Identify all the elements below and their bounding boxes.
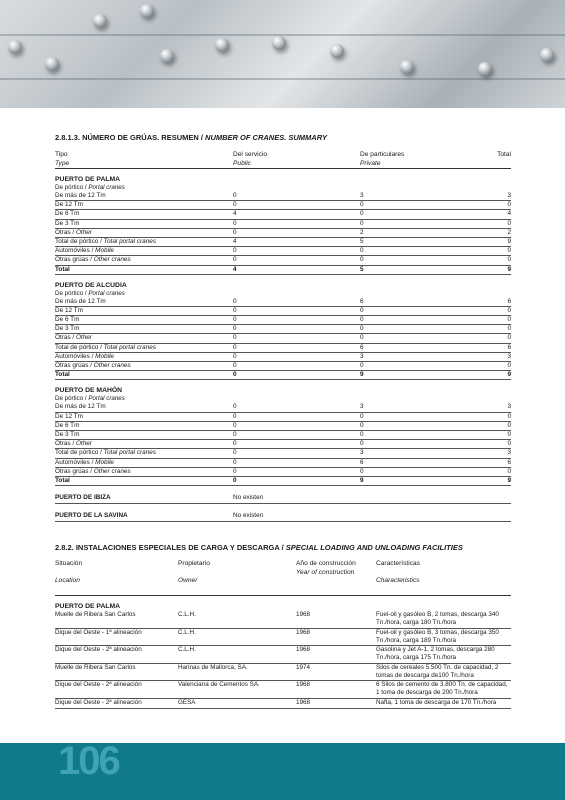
facilities-table <box>55 559 511 709</box>
row-label <box>55 468 131 476</box>
value-total: 0 <box>507 247 511 255</box>
port-subheading <box>55 184 511 192</box>
label-es: Automóviles / <box>55 352 96 360</box>
cell-owner: C.L.H. <box>178 611 196 618</box>
row-label <box>55 344 156 352</box>
cell-location: Muelle de Ribera San Carlos <box>55 663 136 671</box>
value-private: 9 <box>360 371 364 379</box>
rivet <box>8 40 22 54</box>
cell-owner: C.L.H. <box>178 628 196 636</box>
value-private: 0 <box>360 334 364 342</box>
row-label <box>55 362 131 370</box>
row-label <box>55 431 79 439</box>
value-total: 0 <box>507 440 511 448</box>
rivet <box>272 36 286 50</box>
row-label <box>55 256 131 264</box>
cell-location: Dique del Oeste - 2ª alineación <box>55 646 142 653</box>
title-en: NUMBER OF CRANES. SUMMARY <box>205 133 327 142</box>
row-label <box>55 440 92 448</box>
value-public: 0 <box>233 192 237 199</box>
table-row <box>55 362 511 371</box>
table-row <box>55 468 511 477</box>
value-total: 0 <box>507 362 511 369</box>
value-private: 3 <box>360 352 364 360</box>
label-es: De 6 Tm <box>55 210 80 218</box>
empty-port-row <box>55 511 511 522</box>
value-public: 0 <box>233 201 237 209</box>
value-public: 0 <box>233 256 237 264</box>
cell-location: Dique del Oeste - 2ª alineación <box>55 698 142 706</box>
value-total: 3 <box>507 449 511 457</box>
row-label <box>55 298 106 306</box>
header-location: Situación Location <box>55 560 83 584</box>
value-total: 0 <box>507 412 511 420</box>
cell-year: 1968 <box>296 646 311 653</box>
value-total: 0 <box>507 316 511 324</box>
subheading-en: Portal cranes <box>88 395 125 403</box>
cell-location: Dique del Oeste - 2ª alineación <box>55 681 142 688</box>
label-es: Total de pórtico / <box>55 449 104 457</box>
page-number: 106 <box>58 739 119 783</box>
label-es: Otras / <box>55 440 76 448</box>
value-public: 0 <box>233 362 237 369</box>
cell-characteristics: Nafta, 1 toma de descarga de 170 Tn./hora <box>376 698 497 706</box>
header-characteristics: Características Characteristics <box>376 560 420 584</box>
label-en: Total portal cranes <box>103 343 157 351</box>
label-es: Total <box>55 371 70 379</box>
cell-characteristics: Gasolina y Jet A-1, 2 tomas, descarga 280 Tn./hora, carga 175 Tn./hora <box>376 646 495 661</box>
label-es: Automóviles / <box>55 247 96 255</box>
value-private: 0 <box>360 316 364 324</box>
label-es: De 3 Tm <box>55 430 80 438</box>
table-row <box>55 646 511 664</box>
table-row <box>55 334 511 343</box>
port-name: PUERTO DE LA SAVINA <box>55 512 128 520</box>
value-public: 0 <box>233 449 237 457</box>
table-row <box>55 449 511 458</box>
value-public: 0 <box>233 421 237 429</box>
value-total: 4 <box>507 210 511 218</box>
value-private: 3 <box>360 449 364 457</box>
value-public: 0 <box>233 371 237 379</box>
value-private: 0 <box>360 201 364 209</box>
panel-seam <box>0 78 565 80</box>
row-label <box>55 220 79 228</box>
label-es: De 6 Tm <box>55 316 80 324</box>
cell-year: 1968 <box>296 698 311 706</box>
table-row <box>55 316 511 325</box>
port-note: No existen <box>233 512 264 520</box>
table-row <box>55 664 511 682</box>
cell-year: 1974 <box>296 663 311 671</box>
subheading-es: De pórtico / <box>55 289 89 297</box>
table-row <box>55 256 511 265</box>
table-row <box>55 403 511 412</box>
subheading-en: Portal cranes <box>88 184 125 191</box>
row-label <box>55 316 79 324</box>
rivet <box>215 38 229 52</box>
label-es: Total de pórtico / <box>55 237 104 245</box>
value-public: 0 <box>233 334 237 342</box>
header-total: Total <box>497 151 511 158</box>
value-private: 6 <box>360 297 364 305</box>
riveted-metal-banner <box>0 0 565 108</box>
label-en: Other <box>75 334 92 342</box>
port-name: PUERTO DE MAHÓN <box>55 387 123 395</box>
table-row <box>55 413 511 422</box>
value-private: 0 <box>360 362 364 369</box>
label-es: Otras grúas / <box>55 362 94 369</box>
value-private: 0 <box>360 440 364 448</box>
row-label <box>55 325 79 333</box>
value-total: 0 <box>507 334 511 342</box>
value-public: 4 <box>233 237 237 245</box>
row-label <box>55 247 114 255</box>
value-total: 9 <box>507 371 511 379</box>
row-label <box>55 334 92 342</box>
subheading-en: Portal cranes <box>88 289 125 297</box>
header-type: Tipo Type <box>55 151 70 167</box>
table-row <box>55 440 511 449</box>
label-es: De más de 12 Tm <box>55 297 106 305</box>
row-label <box>55 413 83 421</box>
value-private: 3 <box>360 403 364 411</box>
value-private: 0 <box>360 421 364 429</box>
table-row <box>55 307 511 316</box>
table-row <box>55 431 511 440</box>
cell-characteristics: Fuel-oil y gasóleo B, 3 tomas, descarga 350 Tn./hora, carga 189 Tn./hora <box>376 628 499 644</box>
port-subheading <box>55 290 511 298</box>
table-row <box>55 192 511 201</box>
value-public: 0 <box>233 412 237 420</box>
value-public: 0 <box>233 343 237 351</box>
value-private: 0 <box>360 412 364 420</box>
value-public: 0 <box>233 297 237 305</box>
table-header <box>55 150 511 169</box>
value-total: 0 <box>507 256 511 264</box>
header-owner: Propietario Owner <box>178 560 210 584</box>
section-title-facilities <box>55 543 463 552</box>
label-es: De más de 12 Tm <box>55 403 106 411</box>
row-label <box>55 229 92 237</box>
facilities-container <box>55 611 511 709</box>
row-label <box>55 192 106 200</box>
label-en: Mobile <box>95 458 114 466</box>
label-es: Otras grúas / <box>55 467 94 475</box>
label-es: De 3 Tm <box>55 219 80 227</box>
value-total: 9 <box>507 237 511 245</box>
rivet <box>540 48 554 62</box>
value-private: 0 <box>360 219 364 227</box>
cell-owner: C.L.H. <box>178 646 196 653</box>
label-en: Other cranes <box>93 256 131 264</box>
value-public: 0 <box>233 458 237 466</box>
port-name: PUERTO DE ALCUDIA <box>55 281 127 289</box>
value-private: 6 <box>360 343 364 351</box>
label-es: De 3 Tm <box>55 325 80 333</box>
table-row <box>55 681 511 699</box>
row-label <box>55 477 70 485</box>
header-private: De particulares Private <box>360 151 405 167</box>
label-es: Total de pórtico / <box>55 343 104 351</box>
cell-location: Muelle de Ribera San Carlos <box>55 611 136 618</box>
value-public: 0 <box>233 325 237 333</box>
value-private: 0 <box>360 325 364 333</box>
value-private: 5 <box>360 265 364 273</box>
cell-location: Dique del Oeste - 1ª alineación <box>55 628 142 636</box>
cell-owner: GESA <box>178 698 196 706</box>
value-private: 9 <box>360 476 364 484</box>
value-public: 0 <box>233 403 237 411</box>
label-en: Total portal cranes <box>103 237 157 245</box>
value-public: 0 <box>233 247 237 255</box>
value-private: 6 <box>360 458 364 466</box>
value-public: 0 <box>233 316 237 324</box>
value-private: 0 <box>360 430 364 438</box>
value-private: 0 <box>360 247 364 255</box>
label-es: Otras grúas / <box>55 256 94 264</box>
table-row <box>55 611 511 629</box>
row-label <box>55 266 70 274</box>
label-en: Other cranes <box>93 467 131 475</box>
title-es: 2.8.1.3. NÚMERO DE GRÚAS. RESUMEN / <box>55 133 206 142</box>
value-private: 0 <box>360 467 364 475</box>
value-total: 6 <box>507 297 511 305</box>
value-public: 0 <box>233 219 237 227</box>
label-en: Other <box>75 440 92 448</box>
value-private: 5 <box>360 237 364 245</box>
value-private: 2 <box>360 228 364 236</box>
row-label <box>55 422 79 430</box>
rivet <box>93 14 107 28</box>
rivet <box>330 44 344 58</box>
value-total: 0 <box>507 306 511 314</box>
port-name: PUERTO DE IBIZA <box>55 494 111 502</box>
value-total: 2 <box>507 228 511 236</box>
value-total: 9 <box>507 476 511 484</box>
table-row <box>55 266 511 275</box>
label-es: Otras / <box>55 228 76 236</box>
label-en: Other <box>75 228 92 236</box>
value-public: 0 <box>233 306 237 314</box>
table-row <box>55 371 511 380</box>
value-total: 0 <box>507 421 511 429</box>
title-en: SPECIAL LOADING AND UNLOADING FACILITIES <box>285 543 463 552</box>
rivet <box>140 4 154 18</box>
rivet <box>45 57 59 71</box>
ports-container <box>55 175 511 522</box>
subheading-es: De pórtico / <box>55 184 89 191</box>
value-public: 0 <box>233 476 237 484</box>
label-en: Mobile <box>95 247 114 255</box>
cell-owner: Harinas de Mallorca, SA. <box>178 663 248 671</box>
value-public: 4 <box>233 210 237 218</box>
table-row <box>55 298 511 307</box>
cranes-table <box>55 150 511 522</box>
value-total: 0 <box>507 201 511 209</box>
port-name: PUERTO DE PALMA <box>55 176 121 183</box>
row-label <box>55 210 79 218</box>
value-public: 0 <box>233 467 237 475</box>
value-private: 3 <box>360 192 364 199</box>
table-row <box>55 229 511 238</box>
table-row <box>55 238 511 247</box>
value-public: 0 <box>233 440 237 448</box>
table-row <box>55 201 511 210</box>
cell-year: 1968 <box>296 681 311 688</box>
row-label <box>55 403 106 411</box>
empty-port-row <box>55 493 511 504</box>
table-row <box>55 247 511 256</box>
table-row <box>55 422 511 431</box>
value-public: 0 <box>233 228 237 236</box>
value-total: 0 <box>507 219 511 227</box>
cell-characteristics: 6 Silos de cemento de 3.800 Tn. de capacidad, 1 toma de descarga de 200 Tn./hora <box>376 681 508 696</box>
title-es: 2.8.2. INSTALACIONES ESPECIALES DE CARGA Y DESCARGA / <box>55 543 286 552</box>
row-label <box>55 449 156 457</box>
row-label <box>55 371 70 379</box>
table-row <box>55 344 511 353</box>
value-total: 6 <box>507 343 511 351</box>
table-row <box>55 353 511 362</box>
label-es: De más de 12 Tm <box>55 192 106 199</box>
cell-year: 1968 <box>296 611 311 618</box>
table-row <box>55 699 511 709</box>
cell-year: 1968 <box>296 628 311 636</box>
cell-owner: Valenciana de Cementos SA. <box>178 681 260 688</box>
subheading-es: De pórtico / <box>55 395 89 403</box>
row-label <box>55 353 114 361</box>
section-title-cranes <box>55 133 327 142</box>
port-name: PUERTO DE PALMA <box>55 603 121 610</box>
rivet <box>160 49 174 63</box>
label-en: Other cranes <box>93 362 131 369</box>
value-private: 0 <box>360 306 364 314</box>
row-label <box>55 201 83 209</box>
port-subheading <box>55 395 511 403</box>
rivet <box>400 60 414 74</box>
label-en: Mobile <box>95 352 114 360</box>
header-public: Del servicio Public <box>233 151 268 167</box>
cell-characteristics: Fuel-oil y gasóleo B, 2 tomas, descarga 340 Tn./hora, carga 180 Tn./hora <box>376 611 499 626</box>
label-en: Total portal cranes <box>103 449 157 457</box>
table-row <box>55 210 511 219</box>
label-es: Automóviles / <box>55 458 96 466</box>
row-label <box>55 238 156 246</box>
value-total: 6 <box>507 458 511 466</box>
label-es: De 12 Tm <box>55 412 83 420</box>
table-row <box>55 325 511 334</box>
value-total: 3 <box>507 352 511 360</box>
cell-characteristics: Silos de cereales 5.500 Tn. de capacidad, 2 tomas de descarga de100 Tn./hora <box>376 663 499 679</box>
header-year: Año de construcción Year of construction <box>296 560 356 576</box>
row-label <box>55 459 114 467</box>
value-total: 3 <box>507 403 511 411</box>
value-total: 0 <box>507 430 511 438</box>
value-private: 0 <box>360 256 364 264</box>
value-private: 0 <box>360 210 364 218</box>
label-es: Total <box>55 265 70 273</box>
table-row <box>55 477 511 486</box>
value-total: 0 <box>507 467 511 475</box>
panel-seam <box>0 34 565 36</box>
value-public: 4 <box>233 265 237 273</box>
table-row <box>55 220 511 229</box>
label-es: Otras / <box>55 334 76 342</box>
label-es: De 12 Tm <box>55 201 83 209</box>
table-header <box>55 559 511 596</box>
label-es: De 6 Tm <box>55 421 80 429</box>
value-public: 0 <box>233 430 237 438</box>
value-total: 3 <box>507 192 511 199</box>
port-note: No existen <box>233 494 264 502</box>
table-row <box>55 459 511 468</box>
table-row <box>55 629 511 647</box>
row-label <box>55 307 83 315</box>
label-es: De 12 Tm <box>55 306 83 314</box>
label-es: Total <box>55 476 70 484</box>
value-total: 0 <box>507 325 511 333</box>
value-public: 0 <box>233 352 237 360</box>
rivet <box>478 62 492 76</box>
value-total: 9 <box>507 265 511 273</box>
